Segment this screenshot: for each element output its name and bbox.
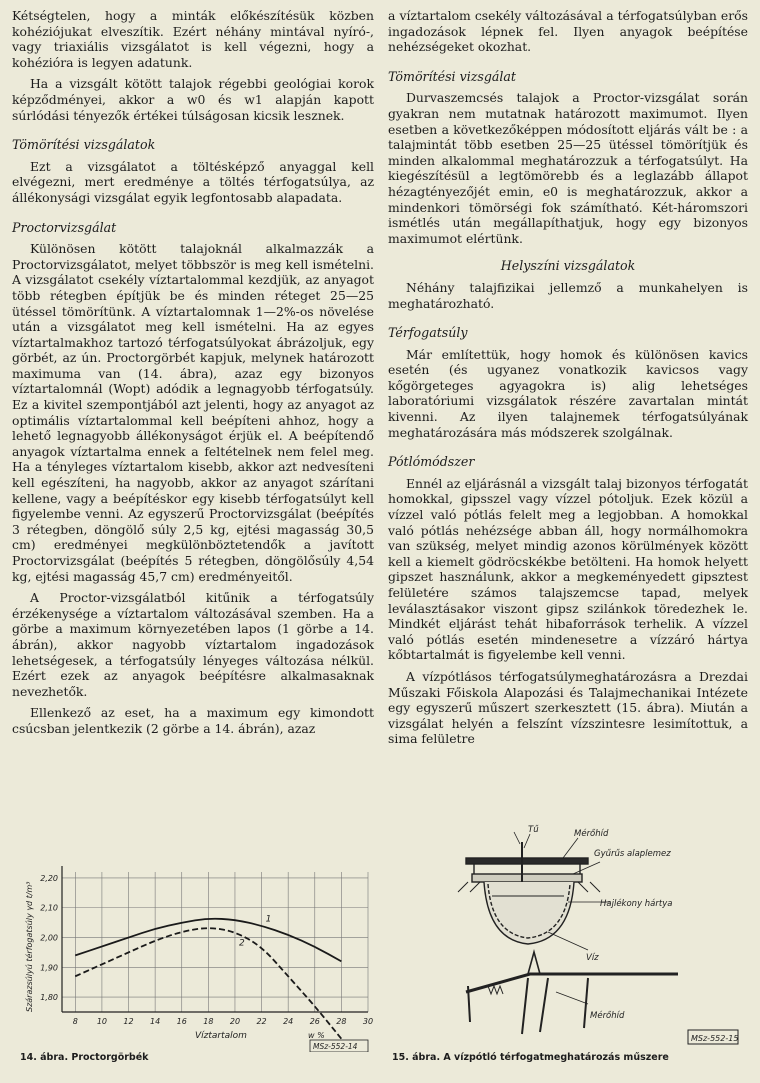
section-heading: Proctorvizsgálat: [12, 219, 117, 235]
paragraph: Ha a vizsgált kötött talajok régebbi geológiai korok képződményei, akkor a w0 és w1 alapján kapott súrlódási tényezők értékei túlságosan kicsik lesznek.: [12, 76, 374, 123]
paragraph: Már említettük, hogy homok és különösen kavics esetén (és ugyanez vonatkozik kavicsos vagy kőgörgeteges agyagokra is) alig lehetséges laboratóriumi vizsgálatok részére zavartalan mintát kivenni. Az ilyen talajnemek térfogatsúlyának meghatározására más módszerek szolgálnak.: [388, 346, 748, 440]
y-tick-label: 2,00: [40, 933, 58, 943]
section-heading: Pótlómódszer: [388, 454, 475, 470]
measuring-bridge: [466, 858, 588, 864]
y-tick-label: 1,80: [40, 993, 58, 1003]
x-tick-label: 24: [283, 1017, 294, 1026]
x-tick-label: 10: [96, 1017, 108, 1026]
section-heading: Tömörítési vizsgálat: [388, 68, 516, 84]
stamp-15: MSz-552-15: [691, 1034, 739, 1043]
label-bridge-2: Mérőhíd: [590, 1011, 625, 1021]
pit-outline: [484, 882, 574, 944]
paragraph: Különösen kötött talajoknál alkalmazzák a Proctorvizsgálatot, melyet többször is meg kell ismételni. A vizsgálatot csekély víztartalommal kezdjük, az anyagot több rétegben építjük be és minden réteget 25—25 ütéssel tömörítünk. A víztartalomnak 1—2%-os növelése után a vizsgálatot meg kell ismételni. Ha az egyes víztartalmakhoz tartozó térfogatsúlyokat ábrázoljuk, egy görbét, az ún. Proctorgörbét kapjuk, melynek határozott maximuma van (14. ábra), azaz egy bizonyos víztartalomnál (Wopt) adódik a legnagyobb térfogatsúly. Ez a kivitel szempontjából azt jelenti, hogy az anyagot az optimális víztartalommal kell beépíteni ahhoz, hogy a lehető legnagyobb állékonyságot érjük el. A beépítendő anyagok víztartalma ennek a feltételnek nem felel meg. Ha a tényleges víztartalom kisebb, akkor azt nedvesíteni kell egészíteni, ha nagyobb, akkor az anyagot szárítani kellene, vagy a beépítéskor egy kisebb térfogatsúlyt kell figyelembe venni. Az egyszerű Proctorvizsgálat (beépítés 3 rétegben, döngölő súly 2,5 kg, ejtési magasság 30,5 cm) eredményei megkülönböztetendők a javított Proctorvizsgálat (beépítés 5 rétegben, döngölősúly 4,54 kg, ejtési magasság 45,7 cm) eredményeitől.: [12, 241, 374, 584]
x-tick-label: 30: [362, 1017, 374, 1026]
paragraph: Ellenkező az eset, ha a maximum egy kimondott csúcsban jelentkezik (2 görbe a 14. ábrán), azaz: [12, 705, 374, 736]
stamp-14: MSz-552-14: [313, 1042, 358, 1051]
paragraph: A vízpótlásos térfogatsúlymeghatározásra a Drezdai Műszaki Főiskola Alapozási és Talajmechanikai Intézete egy egyszerű műszert szerkesztett (15. ábra). Miután a vizsgálat helyén a felszínt vízszintesre lesimítottuk, a sima felületre: [388, 668, 748, 747]
x-tick-label: 8: [72, 1017, 78, 1026]
base-plate: [472, 874, 582, 882]
proctor-chart: [10, 862, 382, 1052]
label-needle: Tű: [528, 825, 539, 835]
left-column: [12, 8, 374, 743]
y-tick-label: 1,90: [40, 963, 58, 973]
x-tick-label: 16: [176, 1017, 187, 1026]
section-heading: Helyszíni vizsgálatok: [500, 258, 636, 274]
figure-caption-15: 15. ábra. A vízpótló térfogatmeghatározás műszere: [392, 1052, 669, 1063]
paragraph: Durvaszemcsés talajok a Proctor-vizsgálat során gyakran nem mutatnak határozott maximumot. Ilyen esetben a következőképpen módosított eljárás vált be : a talajmintát több esetben 25—25 ütéssel tömörítjük és minden alkalommal meghatározzuk a térfogatsúlyt. Ha kiegészítésül a legtömörebb és a leglazább állapot hézagtényezőjét emin, e0 is meghatározzuk, akkor a mindenkori tömörségi fok számítható. Két-háromszori ismétlés után megállapíthatjuk, hogy egy bizonyos maximumot elértünk.: [388, 90, 748, 246]
x-tick-label: 20: [229, 1017, 241, 1026]
x-tick-label: 28: [336, 1017, 347, 1026]
paragraph: Kétségtelen, hogy a minták előkészítésük közben kohéziójukat elveszítik. Ezért néhány mintával nyíró-, vagy triaxiális vizsgálatot is kell végezni, hogy a kohézióra is legyen adatunk.: [12, 8, 374, 70]
right-column: [388, 8, 748, 753]
x-tick-label: 22: [256, 1017, 267, 1026]
x-axis-label: Víztartalom: [195, 1031, 247, 1041]
x-tick-label: 12: [123, 1017, 134, 1026]
figure-caption-14: 14. ábra. Proctorgörbék: [20, 1052, 149, 1063]
paragraph: Néhány talajfizikai jellemző a munkahelyen is meghatározható.: [388, 279, 748, 311]
y-axis-label: Szárazsúlyú térfogatsúly γd t/m³: [25, 881, 34, 1012]
label-membrane: Hajlékony hártya: [600, 899, 673, 909]
paragraph: a víztartalom csekély változásával a térfogatsúlyban erős ingadozások lépnek fel. Ilyen anyagok beépítése nehézségeket okozhat.: [388, 8, 748, 55]
paragraph: Ennél az eljárásnál a vizsgált talaj bizonyos térfogatát homokkal, gipsszel vagy vízzel pótoljuk. Ezek közül a vízzel való pótlás felelt meg a legjobban. A homokkal való pótlás nehézsége abban áll, hogy normálhomokra van szükség, melyet mindig azonos körülmények között kell a kiemelt gödröcskékbe betölteni. Ha homok helyett gipszet használunk, akkor a megkeményedett gipsztest felületére számos talajszemcse tapad, melyek leválasztásakor viszont gipsz szilánkok töredezhek le. Mindkét eljárást tehát hibaforrások terhelik. A vízzel való pótlás esetén mindenesetre a vízzáró hártya kőbtartalmát is figyelembe kell venni.: [388, 475, 748, 663]
series-label: 1: [265, 914, 272, 925]
paragraph: Ezt a vizsgálatot a töltésképző anyaggal kell elvégezni, mert eredménye a töltés térfogatsúlya, az állékonysági vizsgálat egyik legfontosabb alapadata.: [12, 158, 374, 205]
series-label: 2: [238, 938, 245, 949]
label-plate: Gyűrűs alaplemez: [594, 849, 671, 859]
y-tick-label: 2,20: [40, 873, 58, 883]
section-heading: Térfogatsúly: [388, 325, 468, 341]
x-axis-unit: w %: [308, 1031, 325, 1040]
label-water: Víz: [586, 953, 599, 963]
x-tick-label: 26: [309, 1017, 320, 1026]
paragraph: A Proctor-vizsgálatból kitűnik a térfogatsúly érzékenysége a víztartalom változásával szemben. Ha a görbe a maximum környezetében lapos (1 görbe a 14. ábrán), akkor nagyobb víztartalom ingadozások lehetségesek, a térfogatsúly lényeges változása nélkül. Ezért ezek az anyagok beépítésre alkalmasaknak nevezhetők.: [12, 590, 374, 699]
instrument-drawing: [388, 822, 750, 1052]
section-heading: Tömörítési vizsgálatok: [12, 137, 156, 153]
x-tick-label: 18: [203, 1017, 214, 1026]
y-tick-label: 2,10: [40, 903, 58, 913]
x-tick-label: 14: [150, 1017, 161, 1026]
label-bridge: Mérőhíd: [574, 829, 609, 839]
